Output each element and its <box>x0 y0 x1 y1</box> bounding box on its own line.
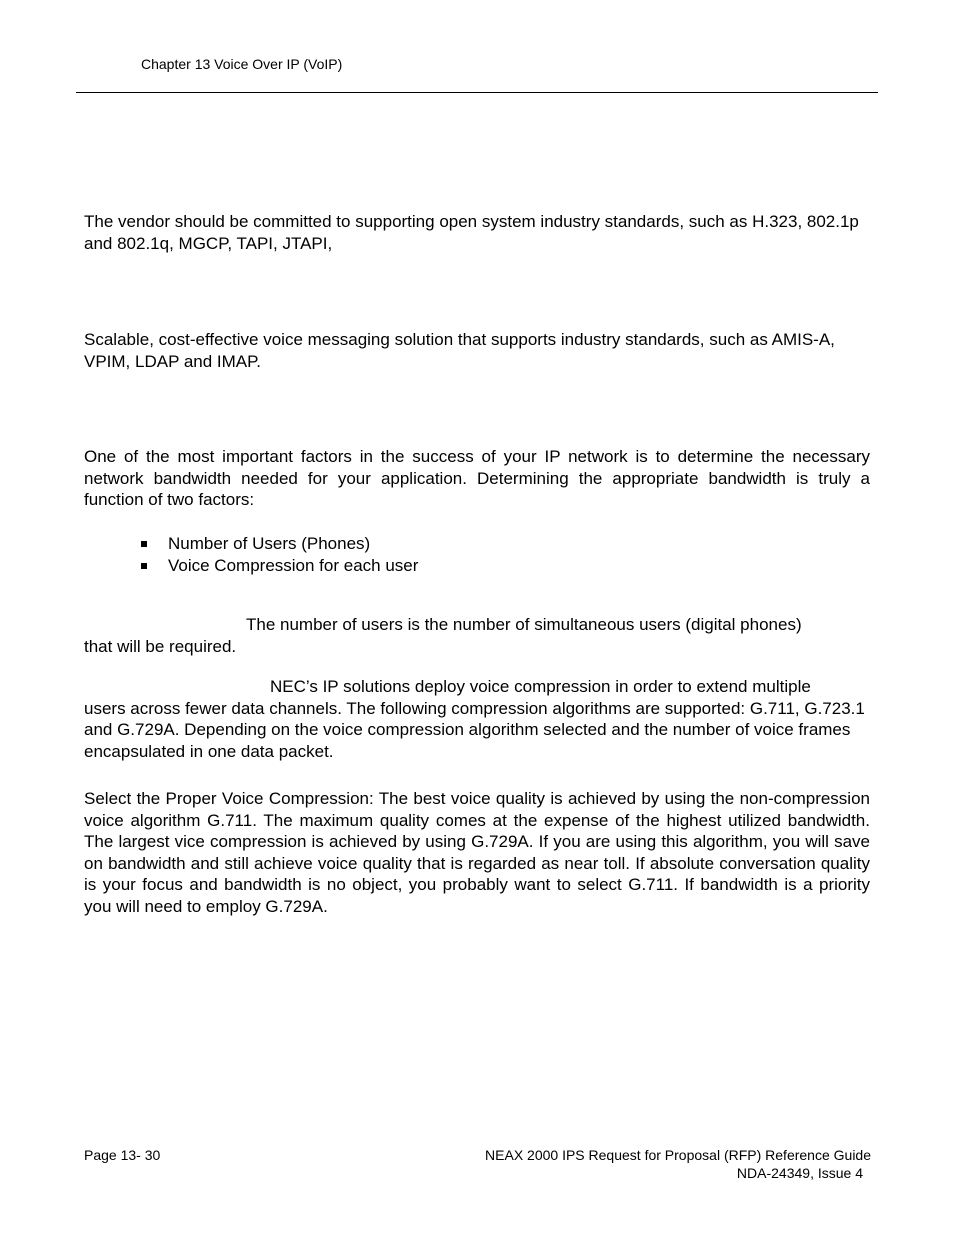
bandwidth-factors-list <box>140 533 418 576</box>
voice-compression-rest: users across fewer data channels. The following compression algorithms are supported: G.711, G.723.1 and G.729A. Depending on the voice compression algorithm selected and the number of voice frames encapsulated in one data packet. <box>84 698 865 761</box>
voice-compression-line-1: NEC’s IP solutions deploy voice compression in order to extend multiple <box>270 677 811 696</box>
number-of-users-line-1: The number of users is the number of simultaneous users (digital phones) <box>246 615 802 634</box>
list-item-label: Number of Users (Phones) <box>168 534 371 553</box>
square-bullet-icon <box>141 541 147 547</box>
list-item <box>140 533 418 555</box>
number-of-users-paragraph <box>84 614 870 657</box>
bandwidth-paragraph: One of the most important factors in the success of your IP network is to determine the necessary network bandwidth needed for your application. Determining the appropriate bandwidth is truly a function of two factors: <box>84 447 870 510</box>
list-item <box>140 555 418 577</box>
select-compression-paragraph: Select the Proper Voice Compression: The best voice quality is achieved by using the non-compression voice algorithm G.711. The maximum quality comes at the expense of the highest utilized bandwidth. The largest vice compression is achieved by using G.729A. If you are using this algorithm, you will save on bandwidth and still achieve voice quality that is regarded as near toll. If absolute conversation quality is your focus and bandwidth is no object, you probably want to select G.711. If bandwidth is a priority you will need to employ G.729A. <box>84 789 870 916</box>
footer-document-info <box>485 1146 871 1182</box>
footer-doc-title: NEAX 2000 IPS Request for Proposal (RFP) Reference Guide <box>485 1147 871 1163</box>
page-number: Page 13- 30 <box>84 1147 161 1163</box>
number-of-users-line-2: that will be required. <box>84 636 237 656</box>
square-bullet-icon <box>141 563 147 569</box>
list-item-label: Voice Compression for each user <box>168 555 419 575</box>
header-divider <box>76 92 878 93</box>
voice-messaging-paragraph: Scalable, cost-effective voice messaging solution that supports industry standards, such as AMIS-A, VPIM, LDAP and IMAP. <box>84 330 835 371</box>
standards-paragraph: The vendor should be committed to supporting open system industry standards, such as H.323, 802.1p and 802.1q, MGCP, TAPI, JTAPI, <box>84 212 859 253</box>
voice-compression-paragraph <box>84 676 868 762</box>
page-header: Chapter 13 Voice Over IP (VoIP) <box>141 56 343 72</box>
footer-doc-id: NDA-24349, Issue 4 <box>736 1165 863 1181</box>
